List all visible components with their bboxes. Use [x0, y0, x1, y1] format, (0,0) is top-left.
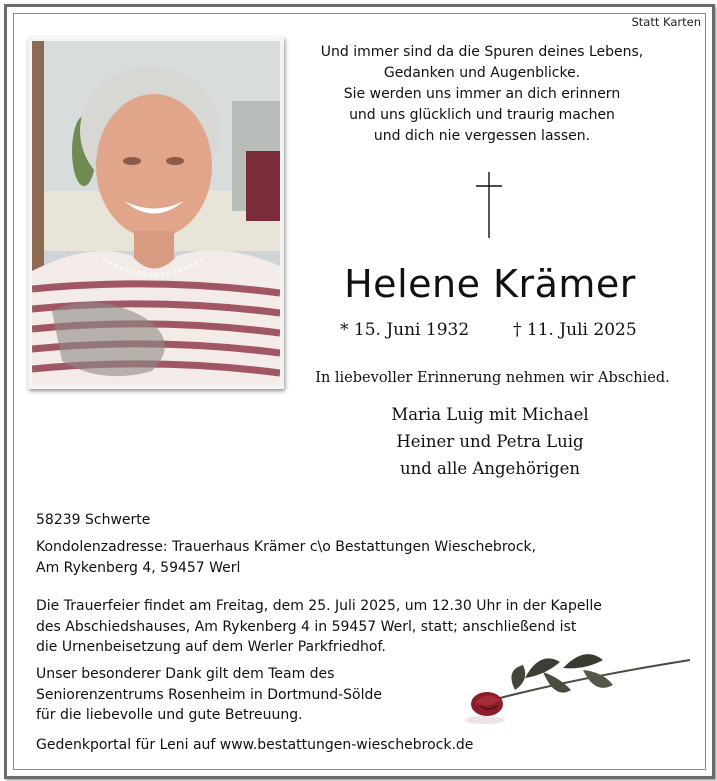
thanks-line: für die liebevolle und gute Betreuung. — [36, 707, 303, 723]
city: 58239 Schwerte — [36, 512, 151, 528]
farewell-text: In liebevoller Erinnerung nehmen wir Abschied. — [315, 370, 670, 386]
mourner-line: Heiner und Petra Luig — [396, 432, 584, 451]
rose-icon — [445, 640, 695, 729]
thanks-line: Unser besonderer Dank gilt dem Team des — [36, 666, 335, 682]
poem-line: Und immer sind da die Spuren deines Lebens, — [320, 44, 644, 60]
mourners-list — [340, 401, 640, 482]
ceremony-line: die Urnenbeisetzung auf dem Werler Parkfriedhof. — [36, 639, 386, 655]
ceremony-line: des Abschiedshauses, Am Rykenberg 4 in 59457 Werl, statt; anschließend ist — [36, 618, 577, 635]
poem-line: und uns glücklich und traurig machen — [349, 107, 615, 123]
poem — [302, 42, 662, 147]
poem-line: Gedanken und Augenblicke. — [383, 65, 581, 81]
portrait-photo — [28, 37, 284, 389]
mourner-line: und alle Angehörigen — [399, 459, 580, 478]
thanks-line: Seniorenzentrums Rosenheim in Dortmund-Sölde — [36, 686, 382, 703]
thanks-text — [36, 664, 382, 726]
condolence-address — [36, 537, 536, 578]
poem-line: und dich nie vergessen lassen. — [373, 128, 591, 144]
statt-karten-note: Statt Karten — [631, 15, 701, 29]
ceremony-line: Die Trauerfeier findet am Freitag, dem 25. Juli 2025, um 12.30 Uhr in der Kapelle — [36, 598, 602, 614]
death-date: † 11. Juli 2025 — [513, 320, 637, 340]
poem-line: Sie werden uns immer an dich erinnern — [343, 86, 621, 102]
cross-icon — [474, 172, 504, 242]
birth-date: * 15. Juni 1932 — [340, 320, 470, 340]
deceased-name: Helene Krämer — [344, 262, 636, 306]
condolence-line: Kondolenzadresse: Trauerhaus Krämer c\o Bestattungen Wieschebrock, — [36, 539, 537, 555]
mourner-line: Maria Luig mit Michael — [391, 405, 589, 424]
memorial-portal: Gedenkportal für Leni auf www.bestattungen-wieschebrock.de — [36, 737, 474, 753]
condolence-line: Am Rykenberg 4, 59457 Werl — [36, 559, 241, 576]
